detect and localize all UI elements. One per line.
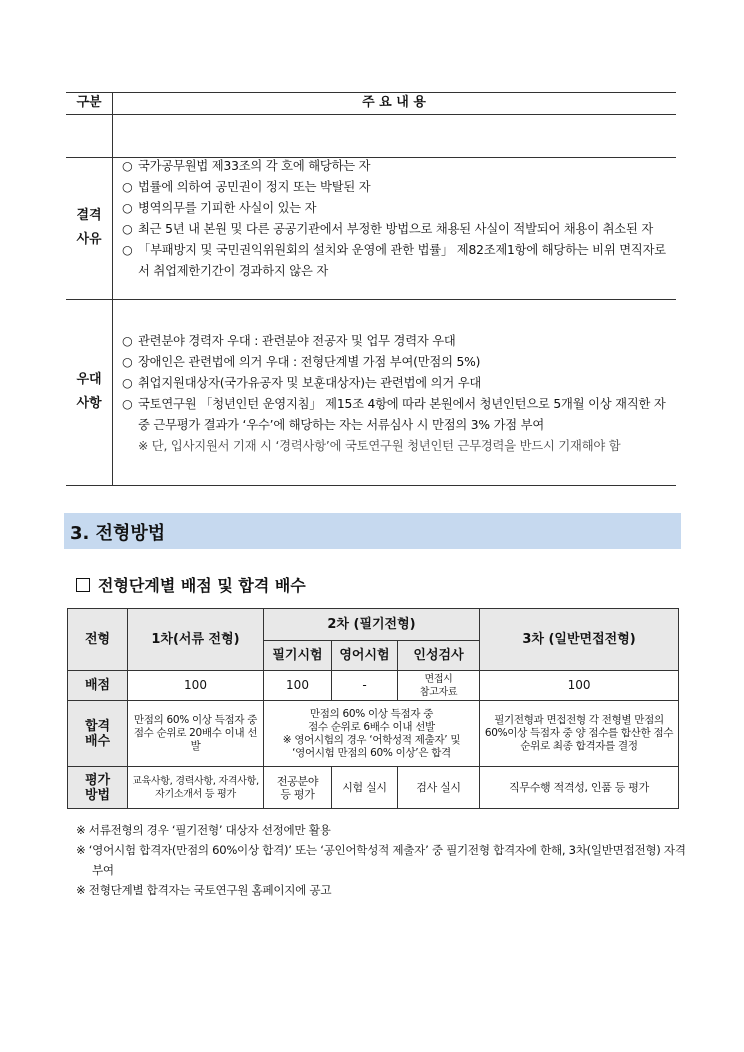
cell-pass-second: 만점의 60% 이상 득점자 중 점수 순위로 6배수 이내 선발 ※ 영어시험의 경우 ‘어학성적 제출자’ 및 ‘영어시험 만점의 60% 이상’은 합격 <box>264 701 480 767</box>
cell-pass-first: 만점의 60% 이상 득점자 중 점수 순위로 20배수 이내 선발 <box>128 701 264 767</box>
list-item: ○ 취업지원대상자(국가유공자 및 보훈대상자)는 관련법에 의거 우대 <box>122 376 482 390</box>
header-third-stage: 3차 (일반면접전형) <box>480 609 679 671</box>
table-bottom-border <box>66 485 676 486</box>
section-title: 3. 전형방법 <box>70 523 166 544</box>
column-divider <box>112 92 113 485</box>
list-item: ○ 국토연구원 「청년인턴 운영지침」 제15조 4항에 따라 본원에서 청년인턴으로 5개월 이상 재직한 자 중 근무평가 결과가 ‘우수’에 해당하는 자는 서류심사 시 만점의 3% 가점 부여 <box>122 397 666 432</box>
header-english-test: 영어시험 <box>332 641 398 671</box>
subsection-title: 전형단계별 배점 및 합격 배수 <box>98 576 306 595</box>
cell-score-first: 100 <box>128 671 264 701</box>
header-first-stage: 1차(서류 전형) <box>128 609 264 671</box>
cell-eval-written: 전공분야 등 평가 <box>264 767 332 809</box>
checkbox-square-icon <box>76 578 90 592</box>
cell-eval-personality: 검사 실시 <box>398 767 480 809</box>
category-preference: 우대 사항 <box>76 372 102 411</box>
table-header-border <box>66 114 676 115</box>
cell-pass-third: 필기전형과 면접전형 각 전형별 만점의 60%이상 득점자 중 양 점수를 합산한 점수 순위로 최종 합격자를 결정 <box>480 701 679 767</box>
cell-eval-english: 시험 실시 <box>332 767 398 809</box>
preference-note: ※ 단, 입사지원서 기재 시 ‘경력사항’에 국토연구원 청년인턴 근무경력을 반드시 기재해야 함 <box>138 439 621 453</box>
category-disqualification: 결격 사유 <box>76 208 102 247</box>
footnote-item: ※ ‘영어시험 합격자(만점의 60%이상 합격)’ 또는 ‘공인어학성적 제출자’ 중 필기전형 합격자에 한해, 3차(일반면접전형) 자격 부여 <box>76 843 686 877</box>
list-item: ○ 관련분야 경력자 우대 : 관련분야 전공자 및 업무 경력자 우대 <box>122 334 456 348</box>
table-header-row <box>68 609 679 641</box>
cell-score-personality: 면접시 참고자료 <box>398 671 480 701</box>
row-label-evaluation: 평가 방법 <box>68 767 128 809</box>
cell-score-written: 100 <box>264 671 332 701</box>
row-label-score: 배점 <box>68 671 128 701</box>
section-heading <box>64 513 681 549</box>
header-stage: 전형 <box>68 609 128 671</box>
cell-eval-third: 직무수행 적격성, 인품 등 평가 <box>480 767 679 809</box>
header-second-stage: 2차 (필기전형) <box>264 609 480 641</box>
footnote-item: ※ 전형단계별 합격자는 국토연구원 홈페이지에 공고 <box>76 883 332 897</box>
list-item: ○ 국가공무원법 제33조의 각 호에 해당하는 자 <box>122 159 371 173</box>
list-item: ○ 법률에 의하여 공민권이 정지 또는 박탈된 자 <box>122 180 371 194</box>
list-item: ○ 장애인은 관련법에 의거 우대 : 전형단계별 가점 부여(만점의 5%) <box>122 355 481 369</box>
header-category: 구분 <box>76 95 102 110</box>
preference-list <box>122 331 674 457</box>
table-row <box>68 671 679 701</box>
footnote-item: ※ 서류전형의 경우 ‘필기전형’ 대상자 선정에만 활용 <box>76 823 331 837</box>
list-item: ○ 최근 5년 내 본원 및 다른 공공기관에서 부정한 방법으로 채용된 사실이 적발되어 채용이 취소된 자 <box>122 222 654 236</box>
disqualification-list <box>122 156 674 282</box>
table-row <box>68 767 679 809</box>
list-item: ○ 「부패방지 및 국민권익위원회의 설치와 운영에 관한 법률」 제82조제1항에 해당하는 비위 면직자로서 취업제한기간이 경과하지 않은 자 <box>122 243 666 278</box>
header-content: 주 요 내 용 <box>362 95 426 110</box>
list-item: ○ 병역의무를 기피한 사실이 있는 자 <box>122 201 317 215</box>
subsection-heading <box>76 573 306 596</box>
header-written-test: 필기시험 <box>264 641 332 671</box>
row-label-pass-ratio: 합격 배수 <box>68 701 128 767</box>
cell-score-third: 100 <box>480 671 679 701</box>
header-personality-test: 인성검사 <box>398 641 480 671</box>
footnotes <box>76 820 696 900</box>
cell-eval-first: 교육사항, 경력사항, 자격사항, 자기소개서 등 평가 <box>128 767 264 809</box>
selection-stage-table <box>67 608 679 809</box>
table-row <box>68 701 679 767</box>
row-divider <box>66 299 676 300</box>
cell-score-english: - <box>332 671 398 701</box>
